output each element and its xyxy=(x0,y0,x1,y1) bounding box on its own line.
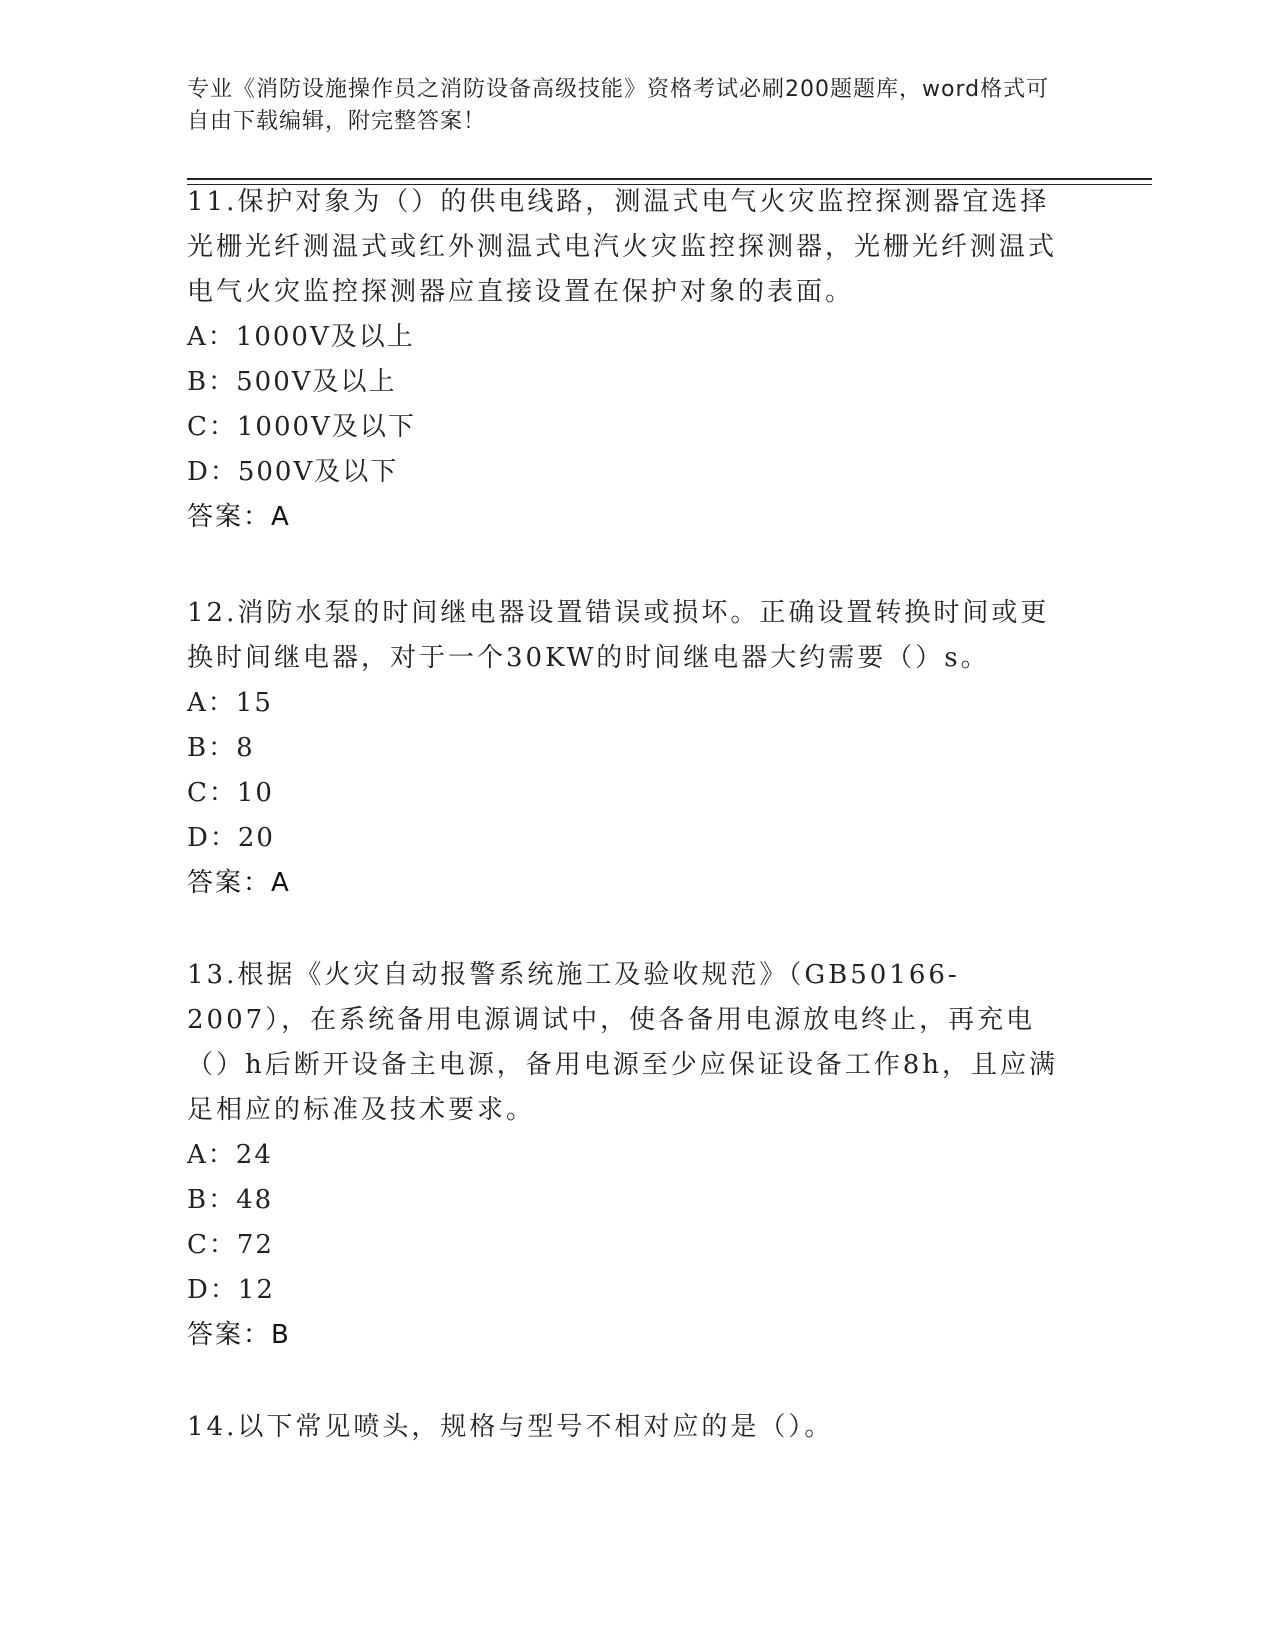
document-header: 专业《消防设施操作员之消防设备高级技能》资格考试必刷200题题库，word格式可自由下载编辑，附完整答案！ xyxy=(187,77,1050,134)
option-d: D：12 xyxy=(187,1275,275,1305)
option-c: C：10 xyxy=(187,778,274,808)
question-stem: 12.消防水泵的时间继电器设置错误或损坏。正确设置转换时间或更换时间继电器，对于一个30KW的时间继电器大约需要（）s。 xyxy=(187,598,1050,673)
option-d: D：500V及以下 xyxy=(187,457,399,487)
answer: 答案：A xyxy=(187,868,291,898)
question-stem: 14.以下常见喷头，规格与型号不相对应的是（）。 xyxy=(187,1412,834,1442)
question-11 xyxy=(187,180,1077,540)
option-c: C：1000V及以下 xyxy=(187,412,416,442)
answer: 答案：A xyxy=(187,502,291,532)
option-a: A：24 xyxy=(187,1140,273,1170)
option-c: C：72 xyxy=(187,1230,274,1260)
option-a: A：1000V及以上 xyxy=(187,322,415,352)
question-stem: 11.保护对象为（）的供电线路，测温式电气火灾监控探测器宜选择光栅光纤测温式或红外测温式电汽火灾监控探测器，光栅光纤测温式电气火灾监控探测器应直接设置在保护对象的表面。 xyxy=(187,187,1058,307)
question-14 xyxy=(187,1405,1077,1450)
option-d: D：20 xyxy=(187,823,275,853)
option-b: B：48 xyxy=(187,1185,274,1215)
question-13 xyxy=(187,953,1077,1358)
question-stem: 13.根据《火灾自动报警系统施工及验收规范》（GB50166-2007），在系统备用电源调试中，使各备用电源放电终止，再充电（）h后断开设备主电源，备用电源至少应保证设备工作8h，且应满足相应的标准及技术要求。 xyxy=(187,960,1059,1125)
answer: 答案：B xyxy=(187,1320,291,1350)
question-12 xyxy=(187,591,1077,906)
option-b: B：8 xyxy=(187,733,255,763)
option-b: B：500V及以上 xyxy=(187,367,397,397)
option-a: A：15 xyxy=(187,688,273,718)
